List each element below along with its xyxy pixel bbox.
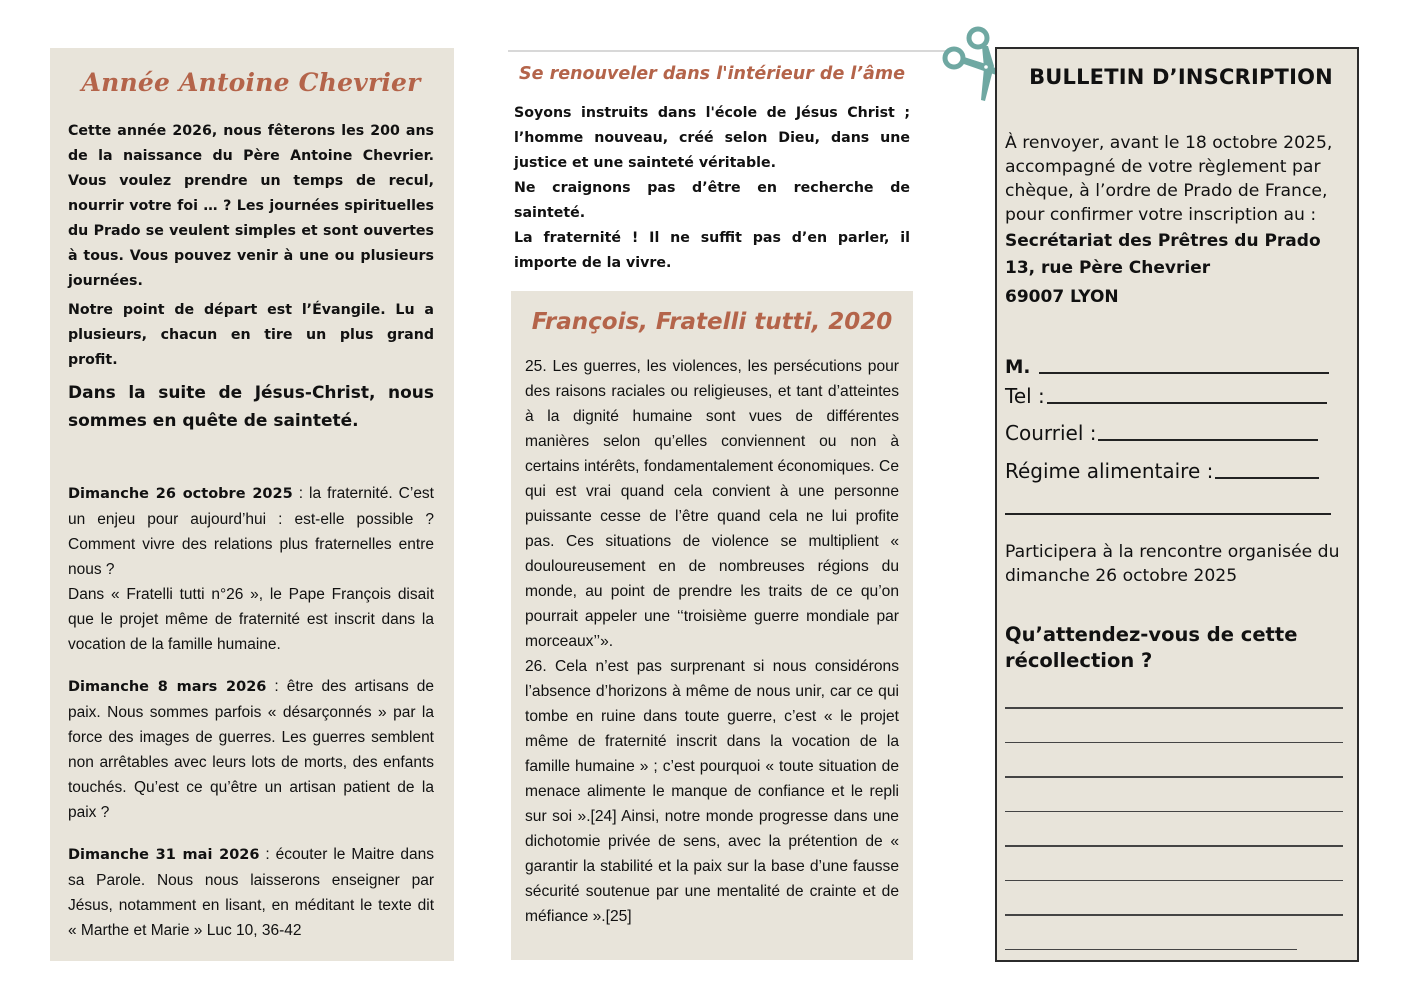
tel-field[interactable] [1005, 384, 1357, 408]
quote-paragraph: 25. Les guerres, les violences, les persécutions pour des raisons raciales ou religieuses, et tant d’atteintes à la dignité humaine sont vues de différentes manières selon qu’elles conviennent ou non à certains intérêts, fondamentalement économiques. Ce qui est vrai quand cela convient à une personne puissante cesse de l’être quand cela ne lui profite pas. Ces situations de violence se multiplient « douloureusement en de nombreuses régions du monde, au point de prendre les traits de ce qu’on pourrait appeler une ‘‘troisième guerre mondiale par morceaux’’». [525, 358, 899, 650]
quote-paragraph: 26. Cela n’est pas surprenant si nous considérons l’absence d’horizons à même de nous unir, car ce qui tombe en ruine dans toute guerre, c’est « le projet même de fraternité inscrit dans la vocation de la famille humaine » ; c’est pourquoi « toute situation de menace alimente le manque de confiance et le repli sur soi ».[24] Ainsi, notre monde progresse dans une dichotomie privée de sens, avec la prétention de « garantir la stabilité et la paix sur la base d’une fausse sécurité soutenue par une mentalité de crainte et de méfiance ».[25] [525, 658, 899, 925]
event-date: Dimanche 8 mars 2026 [68, 679, 267, 695]
address-line: 69007 LYON [1005, 287, 1119, 307]
name-input-line[interactable] [1039, 371, 1329, 374]
middle-top-section [514, 62, 910, 276]
middle-paragraph: La fraternité ! Il ne suffit pas d’en parler, il importe de la vivre. [514, 230, 910, 271]
diet-field[interactable] [1005, 459, 1357, 483]
return-instructions: À renvoyer, avant le 18 octobre 2025, accompagné de votre règlement par chèque, à l’ordre de Prado de France, pour confirmer votre inscription au : [1005, 133, 1333, 225]
diet-label: Régime alimentaire : [1005, 459, 1214, 483]
middle-paragraph: Ne craignons pas d’être en recherche de sainteté. [514, 180, 910, 221]
fratelli-title: François, Fratelli tutti, 2020 [531, 309, 893, 335]
email-input-line[interactable] [1098, 438, 1318, 441]
event-item [68, 674, 434, 825]
answer-line[interactable] [1005, 880, 1343, 882]
event-text: : écouter le Maitre dans sa Parole. Nous nous laisserons enseigner par Jésus, notamment en lisant, en méditant le texte dit « Marthe et Marie » Luc 10, 36-42 [68, 846, 434, 939]
bulletin-title: BULLETIN D’INSCRIPTION [1029, 65, 1333, 89]
event-date: Dimanche 26 octobre 2025 [68, 486, 293, 502]
divider-cut-line [508, 50, 948, 52]
intro-paragraph: Cette année 2026, nous fêterons les 200 ans de la naissance du Père Antoine Chevrier. Vous voulez prendre un temps de recul, nourrir votre foi … ? Les journées spirituelles du Prado se veulent simples et sont ouvertes à tous. Vous pouvez venir à une ou plusieurs journées. [68, 123, 434, 289]
answer-line[interactable] [1005, 707, 1343, 709]
answer-line[interactable] [1005, 845, 1343, 847]
event-item [68, 842, 434, 943]
answer-line[interactable] [1005, 742, 1343, 744]
answer-line[interactable] [1005, 949, 1297, 951]
highlight-paragraph: Dans la suite de Jésus-Christ, nous sommes en quête de sainteté. [68, 383, 434, 431]
fratelli-tutti-panel [511, 291, 913, 960]
diet-extra-line[interactable] [1005, 513, 1331, 515]
left-title: Année Antoine Chevrier [81, 68, 421, 97]
left-panel [50, 48, 454, 961]
registration-form [995, 47, 1359, 962]
gospel-paragraph: Notre point de départ est l’Évangile. Lu a plusieurs, chacun en tire un plus grand profit. [68, 302, 434, 368]
name-label: M. [1005, 357, 1031, 378]
answer-line[interactable] [1005, 776, 1343, 778]
address-line: 13, rue Père Chevrier [1005, 258, 1211, 278]
answer-line[interactable] [1005, 811, 1343, 813]
answer-line[interactable] [1005, 914, 1343, 916]
question-heading: Qu’attendez-vous de cette récollection ? [1005, 623, 1298, 672]
event-date: Dimanche 31 mai 2026 [68, 847, 260, 863]
email-label: Courriel : [1005, 421, 1097, 445]
event-item [68, 481, 434, 582]
diet-input-line[interactable] [1215, 476, 1319, 479]
email-field[interactable] [1005, 421, 1357, 445]
event-text: : la fraternité. C’est un enjeu pour aujourd’hui : est-elle possible ? Comment vivre des relations plus fraternelles entre nous ? [68, 485, 434, 578]
tel-input-line[interactable] [1047, 401, 1327, 404]
tel-label: Tel : [1005, 384, 1045, 408]
address-line: Secrétariat des Prêtres du Prado [1005, 231, 1321, 251]
event-text: : être des artisans de paix. Nous sommes parfois « désarçonnés » par la force des images de guerres. Les guerres semblent non arrêtables avec leurs lots de morts, des enfants touchés. Qu’est ce qu’être un artisan patient de la paix ? [68, 678, 434, 821]
name-field[interactable] [1005, 357, 1357, 378]
participation-text: Participera à la rencontre organisée du dimanche 26 octobre 2025 [1005, 542, 1340, 586]
middle-paragraph: Soyons instruits dans l'école de Jésus Christ ; l’homme nouveau, créé selon Dieu, dans une justice et une sainteté véritable. [514, 105, 910, 171]
event-quote: Dans « Fratelli tutti n°26 », le Pape François disait que le projet même de fraternité est inscrit dans la vocation de la famille humaine. [68, 586, 434, 653]
middle-top-title: Se renouveler dans l'intérieur de l’âme [519, 64, 905, 84]
